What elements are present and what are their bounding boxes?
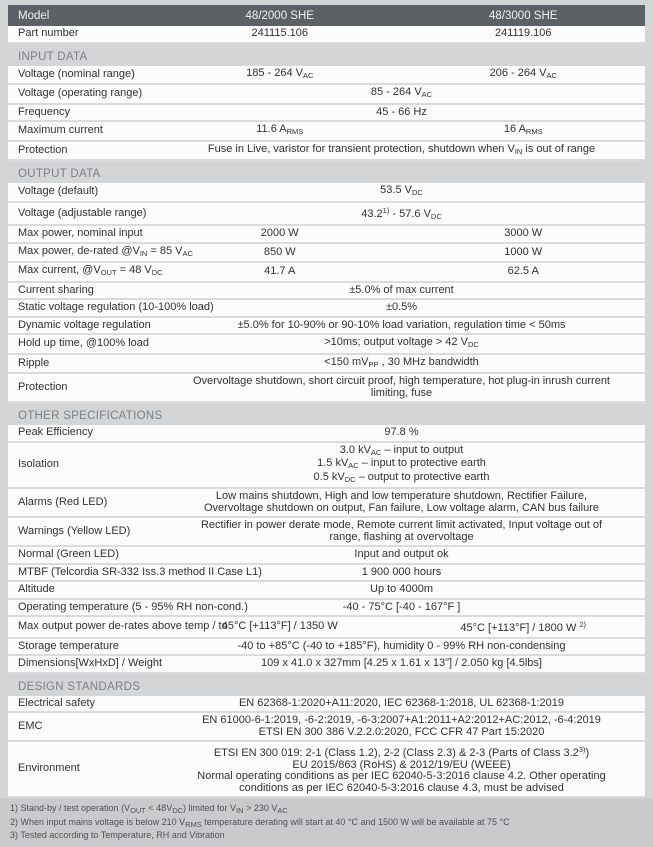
spec-row [8,226,645,244]
spec-row-label: Max power, nominal input [18,227,143,239]
section-title: OTHER SPECIFICATIONS [18,410,163,422]
spec-row [8,105,645,123]
spec-row-label: MTBF (Telcordia SR-332 Iss.3 method II Case L1) [18,565,262,578]
spec-value: >10ms; output voltage > 42 $V_{DC}$ [324,336,479,349]
spec-row [8,26,645,44]
spec-value: 45 - 66 Hz [376,105,427,118]
spec-row [8,582,645,600]
spec-value: Overvoltage shutdown, short circuit proof, high temperature, hot plug-in inrush current limiting, fuse [193,375,610,399]
spec-row-label: Normal (Green LED) [18,548,119,560]
spec-row [8,263,645,283]
spec-value: 53.5 $V_{DC}$ [380,184,423,197]
spec-row-label: Peak Efficiency [18,426,94,438]
spec-value-model-2: 1000 W [504,245,543,258]
spec-row-label: Isolation [18,458,59,470]
spec-row [8,489,645,518]
spec-value: ±5.0% for 10-90% or 90-10% load variation, regulation time < 50ms [237,318,566,331]
spec-section [8,678,645,799]
spec-row [8,742,645,798]
section-rows [8,425,645,674]
spec-row [8,425,645,443]
footnote: 1) Stand-by / test operation $(V_{OUT} < 48V_{DC})$ limited for $V_{IN} > 230$ $V_{AC}$ [10,803,288,815]
spec-row [8,547,645,565]
spec-row-label: Part number [18,27,79,39]
spec-row-label: Storage temperature [18,639,119,652]
spec-row-label: Voltage (adjustable range) [18,206,147,219]
spec-value: 1 900 000 hours [361,565,442,578]
spec-value: 43.2$^{1)}$ - 57.6 $V_{DC}$ [361,205,442,221]
spec-value: -40 to +85°C (-40 to +185°F), humidity 0 - 99% RH non-condensing [237,639,566,652]
spec-value-model-1: 850 W [263,245,296,258]
spec-value: 109 x 41.0 x 327mm [4.25 x 1.61 x 13"] / 2.050 kg [4.5lbs] [261,657,542,669]
section-rows [8,66,645,162]
spec-value: ETSI EN 300 019: 2-1 (Class 1.2), 2-2 (Class 2.3) & 2-3 (Parts of Class 3.2$^{3)}$) EU 2015/863 (RoHS) & 2012/19/EU (WEEE) Normal operating conditions as per IEC 62040-5-3:2016 clause 4.2. Other operating conditions as per IEC 62040-5-3:2016 clause 4.3, must be advised [197,745,606,794]
section-rows [8,26,645,44]
spec-section [8,48,645,162]
section-title: INPUT DATA [18,50,88,63]
spec-section [8,407,645,674]
spec-value-model-2: 62.5 A [507,265,539,277]
spec-row-label: Max power, de-rated $@V_{IN} = 85$ $V_{AC}$ [18,244,193,258]
footnote: 2) When input mains voltage is below 210 $V_{RMS}$ temperature derating will start at 40 °C and 1500 W will be available at 75 °C [10,816,510,829]
spec-row-label: Altitude [18,583,55,595]
spec-value-model-2: 241119.106 [495,27,552,39]
spec-row [8,335,645,355]
spec-row [8,639,645,657]
spec-row-label: Dimensions[WxHxD] / Weight [18,657,163,669]
spec-row [8,244,645,264]
model-header-label: Model [18,9,50,22]
spec-value-model-1: 41.7 A [264,265,296,277]
spec-value-model-1: 11.6 $A_{RMS}$ [256,123,304,136]
spec-row [8,374,645,403]
spec-row-label: Voltage (operating range) [18,87,143,99]
spec-value-model-1: 2000 W [260,227,299,239]
spec-section [8,26,645,44]
spec-row-label: Warnings (Yellow LED) [18,524,131,537]
spec-row [8,518,645,547]
spec-value-model-1: 241115.106 [251,27,308,39]
spec-value: Up to 4000m [370,583,433,595]
footnotes-band [0,798,653,847]
spec-row [8,617,645,639]
spec-row-label: Alarms (Red LED) [18,495,108,508]
spec-row [8,283,645,301]
spec-row [8,183,645,203]
spec-value-model-1: 45°C [+113°F] / 1350 W [221,620,338,632]
spec-value: Rectifier in power derate mode, Remote current limit activated, Input voltage out of range, flashing at overvoltage [200,519,603,543]
spec-row [8,318,645,336]
spec-row-label: Frequency [18,105,70,118]
spec-value-model-2: 3000 W [504,227,543,239]
spec-value: Low mains shutdown, High and low temperature shutdown, Rectifier Failure, Overvoltage shutdown on output, Fan failure, Low voltage alarm, CAN bus failure [204,490,599,514]
spec-row [8,443,645,490]
spec-row [8,203,645,227]
section-rows [8,696,645,799]
spec-value: -40 - 75°C [-40 - 167°F ] [342,600,461,613]
spec-row [8,355,645,375]
spec-row [8,600,645,618]
spec-row-label: Max output power de-rates above temp / to [18,620,228,632]
model-header-row [8,5,645,26]
spec-row [8,85,645,105]
spec-row [8,122,645,142]
spec-value: Fuse in Live, varistor for transient protection, shutdown when $V_{IN}$ is out of range [207,142,596,156]
spec-row-label: Electrical safety [18,696,96,709]
footnote: 3) Tested according to Temperature, RH and Vibration [10,830,225,840]
spec-row [8,696,645,714]
spec-row-label: Environment [18,762,80,775]
spec-row [8,713,645,742]
spec-row-label: Ripple [18,356,50,369]
spec-row-label: Voltage (nominal range) [18,67,135,80]
spec-row-label: Protection [18,380,68,393]
spec-value: ±0.5% [385,301,418,313]
model-column-2: 48/3000 SHE [489,9,558,22]
spec-value-model-2: 206 - 264 $V_{AC}$ [489,66,557,80]
section-rows [8,183,645,403]
spec-row-label: Static voltage regulation (10-100% load) [18,301,214,313]
spec-value-model-2: 45°C [+113°F] / 1800 W $^{2)}$ [460,620,587,634]
spec-value: 97.8 % [384,426,419,438]
spec-value: <150 $mV_{PP}$ , 30 MHz bandwidth [324,355,479,369]
spec-row-label: EMC [18,719,43,732]
spec-row-label: Voltage (default) [18,185,99,197]
spec-row-label: Operating temperature (5 - 95% RH non-cond.) [18,600,248,613]
spec-row [8,656,645,674]
spec-value: EN 62368-1:2020+A11:2020, IEC 62368-1:2018, UL 62368-1:2019 [238,696,565,709]
spec-row [8,66,645,86]
model-column-1: 48/2000 SHE [245,9,314,22]
spec-value: ±5.0% of max current [349,283,454,296]
spec-value-model-2: 16 $A_{RMS}$ [503,123,543,136]
section-title: OUTPUT DATA [18,168,101,180]
spec-value: 3.0 $kV_{AC}$ – input to output 1.5 $kV_{AC}$ – input to protective earth 0.5 $kV_{DC}$ – output to protective earth [313,443,490,484]
spec-value: EN 61000-6-1:2019, -6-2:2019, -6-3:2007+A1:2011+A2:2012+AC:2012, -6-4:2019 ETSI EN 300 386 V.2.2.0:2020, FCC CFR 47 Part 15:2020 [202,714,601,738]
spec-value: 85 - 264 $V_{AC}$ [370,86,433,99]
spec-value-model-1: 185 - 264 $V_{AC}$ [246,66,314,80]
spec-row-label: Hold up time, @100% load [18,337,150,349]
spec-row [8,300,645,318]
spec-row-label: Dynamic voltage regulation [18,318,151,331]
section-title: DESIGN STANDARDS [18,680,141,693]
spec-row-label: Current sharing [18,283,94,296]
spec-row [8,142,645,162]
spec-row-label: Protection [18,143,68,156]
spec-row-label: Maximum current [18,124,103,136]
spec-value: Input and output ok [354,548,449,560]
spec-section [8,165,645,403]
spec-row [8,565,645,583]
spec-row-label: Max current, $@V_{OUT} = 48$ $V_{DC}$ [18,264,163,277]
spec-sections [8,26,645,798]
